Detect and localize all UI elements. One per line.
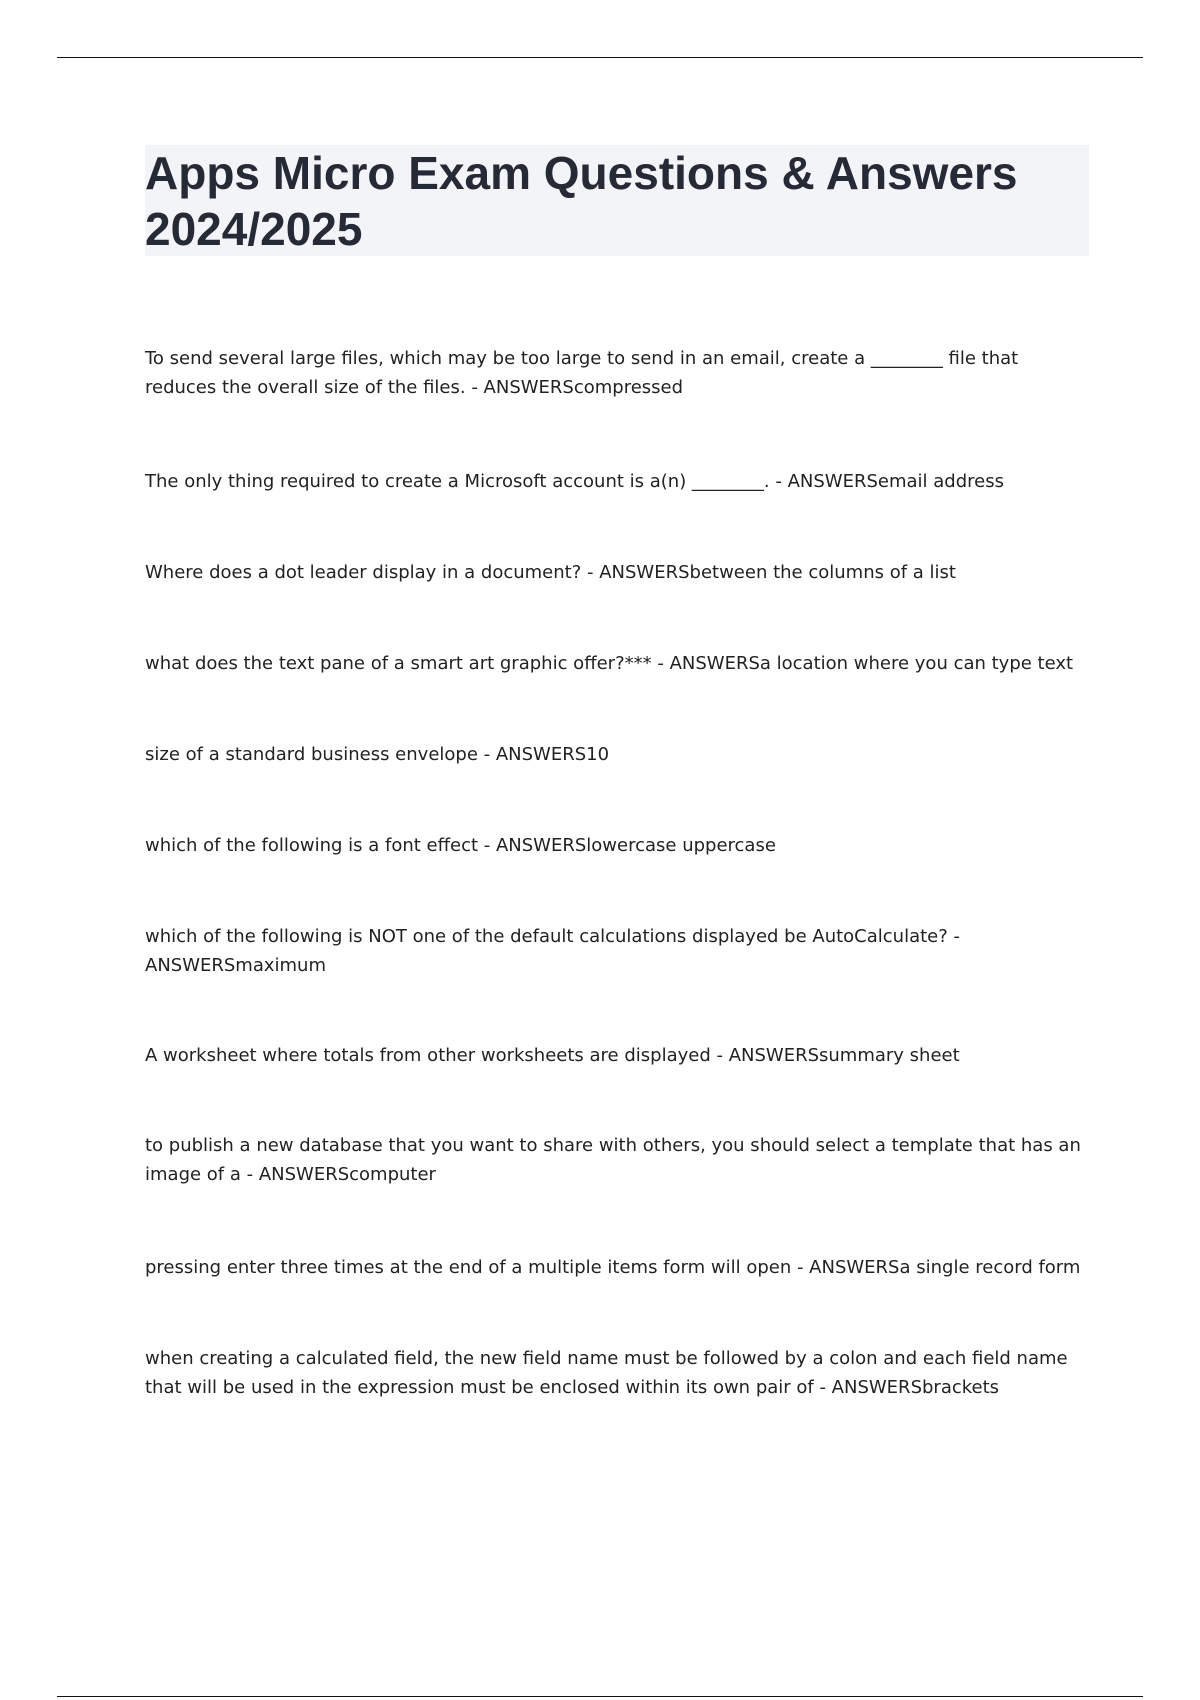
qa-item: which of the following is a font effect - ANSWERSlowercase uppercase — [145, 835, 776, 856]
qa-item: pressing enter three times at the end of a multiple items form will open - ANSWERSa single record form — [145, 1257, 1081, 1278]
qa-item: A worksheet where totals from other worksheets are displayed - ANSWERSsummary sheet — [145, 1045, 960, 1066]
bottom-rule — [57, 1696, 1143, 1697]
qa-item: what does the text pane of a smart art graphic offer?*** - ANSWERSa location where you can type text — [145, 653, 1074, 674]
qa-item: to publish a new database that you want to share with others, you should select a template that has an image of a - ANSWERScomputer — [145, 1135, 1081, 1185]
qa-item: size of a standard business envelope - ANSWERS10 — [145, 744, 610, 765]
qa-item: Where does a dot leader display in a document? - ANSWERSbetween the columns of a list — [145, 562, 956, 583]
title-block — [145, 145, 1089, 256]
qa-item: To send several large files, which may be too large to send in an email, create a ________ file that reduces the overall size of the files. - ANSWERScompressed — [145, 348, 1019, 398]
qa-item: The only thing required to create a Microsoft account is a(n) ________. - ANSWERSemail address — [145, 471, 1004, 492]
qa-item: when creating a calculated field, the new field name must be followed by a colon and each field name that will be used in the expression must be enclosed within its own pair of - ANSWERSbrackets — [145, 1348, 1068, 1398]
page-title: Apps Micro Exam Questions & Answers 2024/2025 — [145, 147, 1018, 255]
top-rule — [57, 57, 1143, 58]
qa-item: which of the following is NOT one of the default calculations displayed be AutoCalculate? - ANSWERSmaximum — [145, 926, 961, 976]
